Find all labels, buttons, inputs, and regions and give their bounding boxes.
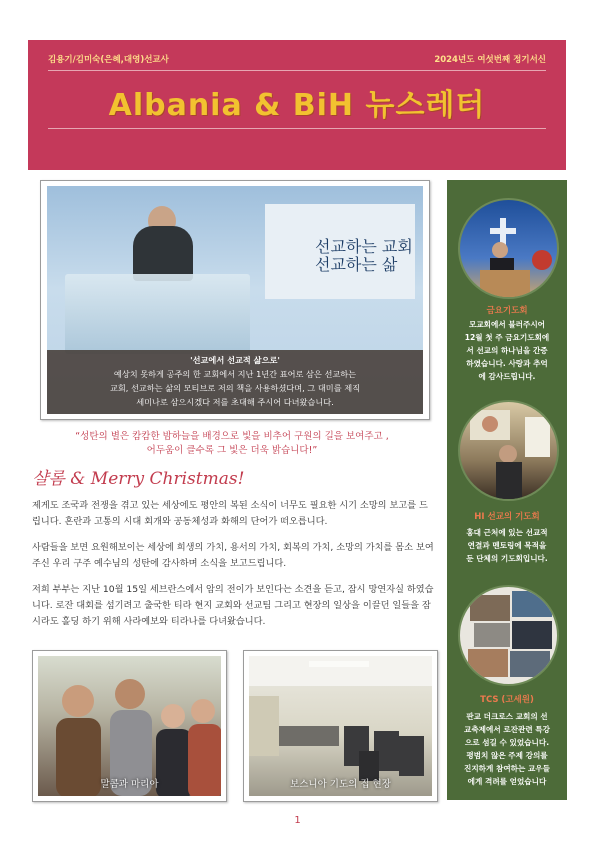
sidebar-photo-1 bbox=[458, 198, 559, 299]
paragraph-1: 제게도 조국과 전쟁을 겪고 있는 세상에도 평안의 복된 소식이 너무도 필요한 시기 소망의 보고를 드립니다. 혼란과 고통의 시대 회개와 공동체성과 화해의 단어가 떠오릅니다. bbox=[32, 500, 428, 527]
prayer-house-photo bbox=[249, 656, 432, 796]
paragraph-3: 저희 부부는 지난 10월 15일 세브란스에서 암의 전이가 보인다는 소견을 듣고, 잠시 망연자실 하였습니다. 로잔 대회를 섬기려고 출국한 티라 현지 교회와 선교팀 그리고 현장의 일상을 이끌던 일들을 잠시라도 홀딩 하기 위해 사라예보와 티라나를 다녀왔습니다. bbox=[32, 584, 434, 627]
sidebar-3-line-4: 평범치 않은 주제 강의를 bbox=[466, 751, 548, 760]
photo-caption-2: 보스니아 기도의 집 현장 bbox=[290, 779, 391, 790]
sidebar-1-line-3: 서 선교의 하나님을 간증 bbox=[466, 346, 548, 355]
screen-line-1: 선교하는 교회 bbox=[315, 237, 413, 256]
sidebar-title-3: TCS (고세원) bbox=[480, 695, 534, 705]
sidebar-title-2: HI 선교의 기도회 bbox=[474, 512, 540, 522]
sidebar-1-line-4: 하였습니다. 사랑과 추억 bbox=[466, 359, 548, 368]
photo-frame-prayer-house bbox=[243, 650, 438, 802]
sidebar-2-line-2: 연결과 멘토링에 목적을 bbox=[467, 541, 547, 550]
sidebar-3-line-2: 교축제에서 로잔관련 특강 bbox=[464, 725, 550, 734]
sidebar bbox=[447, 180, 567, 800]
greeting-heading: 샬롬 & Merry Christmas! bbox=[32, 469, 245, 489]
header-divider-bottom bbox=[48, 128, 546, 129]
caption-title: '선교에서 선교적 삶으로' bbox=[190, 355, 280, 365]
screen-text bbox=[315, 238, 413, 274]
people-silhouettes bbox=[38, 656, 221, 796]
speaker-body bbox=[133, 226, 193, 281]
caption-line-2: 교회, 선교하는 삶의 모티브로 저의 책을 사용하셨다며, 그 대미를 제직 bbox=[109, 383, 361, 393]
sidebar-photo-3 bbox=[458, 585, 559, 686]
photo-frame-malcolm-maria bbox=[32, 650, 227, 802]
header-divider-top bbox=[48, 70, 546, 71]
sidebar-3-line-5: 진지하게 참여하는 교우들 bbox=[464, 764, 550, 773]
sidebar-3-line-6: 에게 격려를 얻었습니다 bbox=[467, 777, 547, 786]
church-seminar-photo bbox=[47, 186, 423, 414]
caption-line-3: 세미나로 삼으시겠다 저를 초대해 주시어 다녀왔습니다. bbox=[136, 397, 334, 407]
sidebar-2-line-3: 둔 단체의 기도회입니다. bbox=[466, 554, 548, 563]
sidebar-1-line-2: 12월 첫 주 금요기도회에 bbox=[464, 333, 550, 342]
sidebar-1-line-5: 에 감사드립니다. bbox=[478, 372, 536, 381]
sidebar-text-3 bbox=[453, 710, 561, 788]
caption-line-1: 예상치 못하게 공주의 한 교회에서 지난 1년간 표어로 삼은 선교하는 bbox=[113, 369, 357, 379]
missionary-names: 김용기/김미숙(은혜,대영)선교사 bbox=[48, 55, 169, 65]
pulpit-photo-graphic bbox=[460, 200, 557, 297]
sidebar-2-line-1: 홍대 근처에 있는 선교적 bbox=[466, 528, 548, 537]
quote-line-1: “성탄의 별은 캄캄한 밤하늘을 배경으로 빛을 비추어 구원의 길을 보여주고 , bbox=[75, 431, 389, 442]
sidebar-3-line-3: 으로 섬길 수 있었습니다. bbox=[464, 738, 550, 747]
collage-graphic bbox=[460, 587, 557, 684]
photo-caption-1: 말콤과 마리아 bbox=[100, 779, 159, 790]
main-photo-frame bbox=[40, 180, 430, 420]
sidebar-title-1: 금요기도회 bbox=[486, 306, 528, 316]
room-interior bbox=[249, 656, 432, 796]
page-number: 1 bbox=[294, 815, 301, 826]
prayer-meeting-graphic bbox=[460, 402, 557, 499]
group-photo bbox=[38, 656, 221, 796]
sidebar-3-line-1: 판교 더크로스 교회의 선 bbox=[466, 712, 548, 721]
sidebar-text-1 bbox=[453, 318, 561, 383]
quote-line-2: 어두움이 클수록 그 빛은 더욱 밝습니다!” bbox=[146, 445, 318, 456]
christmas-quote bbox=[32, 430, 432, 458]
issue-label: 2024년도 여섯번째 정기서신 bbox=[434, 55, 546, 65]
sidebar-1-line-1: 모교회에서 불러주시어 bbox=[469, 320, 545, 329]
paragraph-2: 사람들을 보면 요원해보이는 세상에 희생의 가치, 용서의 가치, 회복의 가치, 소망의 가치를 몸소 보여주신 우리 구주 예수님의 성탄에 감사하며 소식을 보고드립니다. bbox=[32, 542, 434, 569]
sidebar-photo-2 bbox=[458, 400, 559, 501]
glass-pulpit bbox=[65, 274, 250, 354]
screen-line-2: 선교하는 삶 bbox=[315, 255, 398, 274]
main-photo-caption bbox=[47, 350, 423, 414]
sidebar-text-2 bbox=[453, 526, 561, 565]
newsletter-header bbox=[28, 40, 566, 170]
newsletter-title: Albania & BiH 뉴스레터 bbox=[108, 88, 486, 123]
